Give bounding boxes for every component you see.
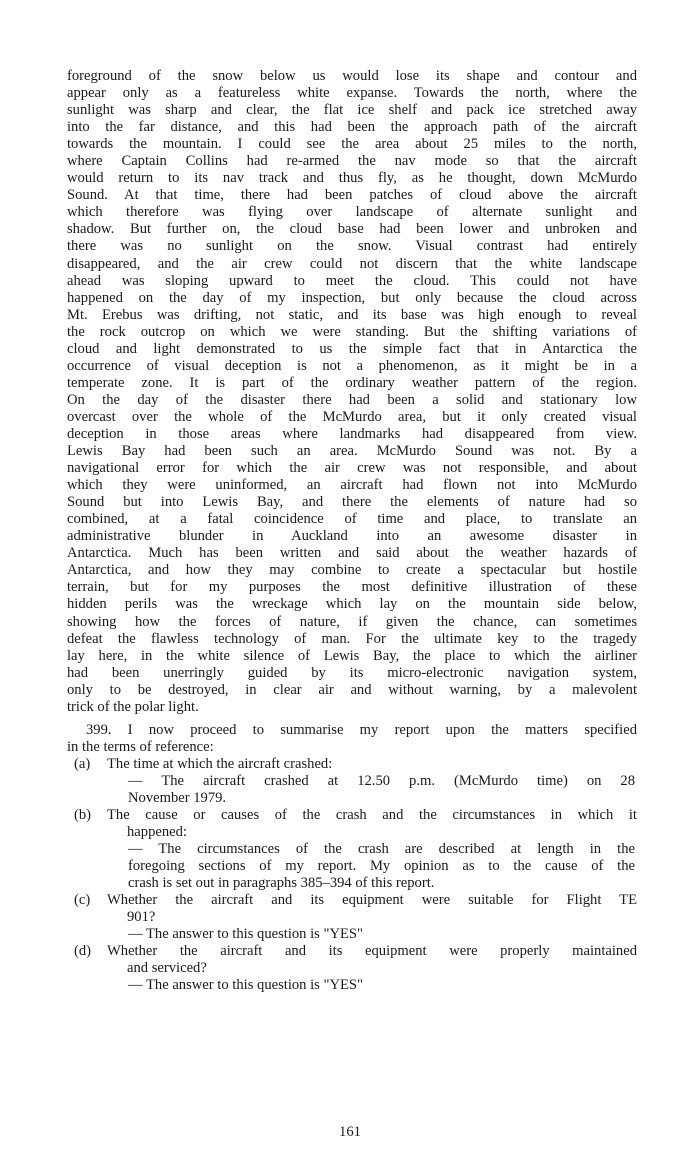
body-line: On the day of the disaster there had been a solid and stationary low xyxy=(67,391,637,408)
item-d xyxy=(67,943,637,994)
item-question xyxy=(107,807,637,841)
body-line: hidden perils was the wreckage which lay on the mountain side below, xyxy=(67,596,637,613)
text-column xyxy=(67,65,637,995)
body-line: sunlight was sharp and clear, the flat ice shelf and pack ice stretched away xyxy=(67,102,637,119)
body-line: had been unerringly guided by its micro-electronic navigation system, xyxy=(67,664,637,681)
item-answer xyxy=(128,926,635,943)
body-line: disappeared, and the air crew could not discern that the white landscape xyxy=(67,255,637,272)
body-line: into the far distance, and this had been the approach path of the aircraft xyxy=(67,119,637,136)
body-line: cloud and light demonstrated to us the simple fact that in Antarctica the xyxy=(67,340,637,357)
item-answer-line: — The circumstances of the crash are described at length in the xyxy=(128,841,635,858)
body-paragraph xyxy=(67,68,637,716)
item-answer-line: November 1979. xyxy=(128,789,227,806)
paragraph-399 xyxy=(67,722,637,739)
body-line: ahead was sloping upward to meet the cloud. This could not have xyxy=(67,272,637,289)
item-label: (a) xyxy=(74,755,91,772)
page-number: 161 xyxy=(339,1124,361,1140)
body-line: happened on the day of my inspection, but only because the cloud across xyxy=(67,289,637,306)
body-line: administrative blunder in Auckland into an awesome disaster in xyxy=(67,528,637,545)
body-line: there was no sunlight on the snow. Visual contrast had entirely xyxy=(67,238,637,255)
item-answer-line: — The aircraft crashed at 12.50 p.m. (McMurdo time) on 28 xyxy=(128,772,635,789)
body-line: which they were uninformed, an aircraft had flown not into McMurdo xyxy=(67,477,637,494)
body-line: Mt. Erebus was drifting, not static, and its base was high enough to reveal xyxy=(67,306,637,323)
item-answer xyxy=(128,841,635,892)
body-line: trick of the polar light. xyxy=(67,698,199,715)
item-label: (d) xyxy=(74,943,92,960)
body-line: Lewis Bay had been such an area. McMurdo Sound was not. By a xyxy=(67,443,637,460)
body-line: foreground of the snow below us would lose its shape and contour and xyxy=(67,68,637,84)
item-b xyxy=(67,807,637,892)
body-line: deception in those areas where landmarks had disappeared from view. xyxy=(67,425,637,442)
item-c xyxy=(67,892,637,943)
item-question-line: happened: xyxy=(127,824,187,841)
body-line: Sound but into Lewis Bay, and there the elements of nature had so xyxy=(67,494,637,511)
item-question-line: Whether the aircraft and its equipment were suitable for Flight TE xyxy=(107,892,637,909)
body-line: navigational error for which the air crew was not responsible, and about xyxy=(67,460,637,477)
body-line: temperate zone. It is part of the ordinary weather pattern of the region. xyxy=(67,374,637,391)
item-answer-line: crash is set out in paragraphs 385–394 of this report. xyxy=(128,875,435,892)
body-line: only to be destroyed, in clear air and without warning, by a malevolent xyxy=(67,681,637,698)
item-question xyxy=(107,892,637,926)
body-line: Antarctica. Much has been written and said about the weather hazards of xyxy=(67,545,637,562)
item-label: (b) xyxy=(74,807,92,824)
item-question-line: and serviced? xyxy=(127,960,207,977)
body-line: which therefore was flying over landscape of alternate sunlight and xyxy=(67,204,637,221)
body-line: would return to its nav track and thus fly, as he thought, down McMurdo xyxy=(67,170,637,187)
item-answer-line: — The answer to this question is "YES" xyxy=(128,977,363,994)
item-question-line: Whether the aircraft and its equipment were properly maintained xyxy=(107,943,637,960)
item-question-line: The cause or causes of the crash and the circumstances in which it xyxy=(107,807,637,824)
item-question xyxy=(107,943,637,977)
body-line: defeat the flawless technology of man. For the ultimate key to the tragedy xyxy=(67,630,637,647)
body-line: lay here, in the white silence of Lewis Bay, the place to which the airliner xyxy=(67,647,637,664)
paragraph-399-line: 399. I now proceed to summarise my report upon the matters specified xyxy=(86,721,637,738)
item-answer xyxy=(128,773,635,807)
item-answer xyxy=(128,977,635,994)
item-a xyxy=(67,756,637,807)
body-line: Antarctica, and how they may combine to create a spectacular but hostile xyxy=(67,562,637,579)
body-line: combined, at a fatal coincidence of time and place, to translate an xyxy=(67,511,637,528)
body-line: terrain, but for my purposes the most definitive illustration of these xyxy=(67,579,637,596)
body-line: the rock outcrop on which we were standing. But the shifting variations of xyxy=(67,323,637,340)
item-label: (c) xyxy=(74,892,91,909)
item-question-line: The time at which the aircraft crashed: xyxy=(107,755,333,772)
item-answer-line: — The answer to this question is "YES" xyxy=(128,926,363,943)
body-line: showing how the forces of nature, if given the chance, can sometimes xyxy=(67,613,637,630)
body-line: towards the mountain. I could see the area about 25 miles to the north, xyxy=(67,136,637,153)
body-line: Sound. At that time, there had been patches of cloud above the aircraft xyxy=(67,187,637,204)
body-line: appear only as a featureless white expanse. Towards the north, where the xyxy=(67,85,637,102)
item-question-line: 901? xyxy=(127,909,156,926)
body-line: overcast over the whole of the McMurdo area, but it only created visual xyxy=(67,408,637,425)
body-line: where Captain Collins had re-armed the nav mode so that the aircraft xyxy=(67,153,637,170)
item-answer-line: foregoing sections of my report. My opinion as to the cause of the xyxy=(128,858,635,875)
item-question xyxy=(107,756,637,773)
body-line: shadow. But further on, the cloud base had been lower and unbroken and xyxy=(67,221,637,238)
paragraph-399-continuation: in the terms of reference: xyxy=(67,738,214,755)
body-line: occurrence of visual deception is not a phenomenon, as it might be in a xyxy=(67,357,637,374)
